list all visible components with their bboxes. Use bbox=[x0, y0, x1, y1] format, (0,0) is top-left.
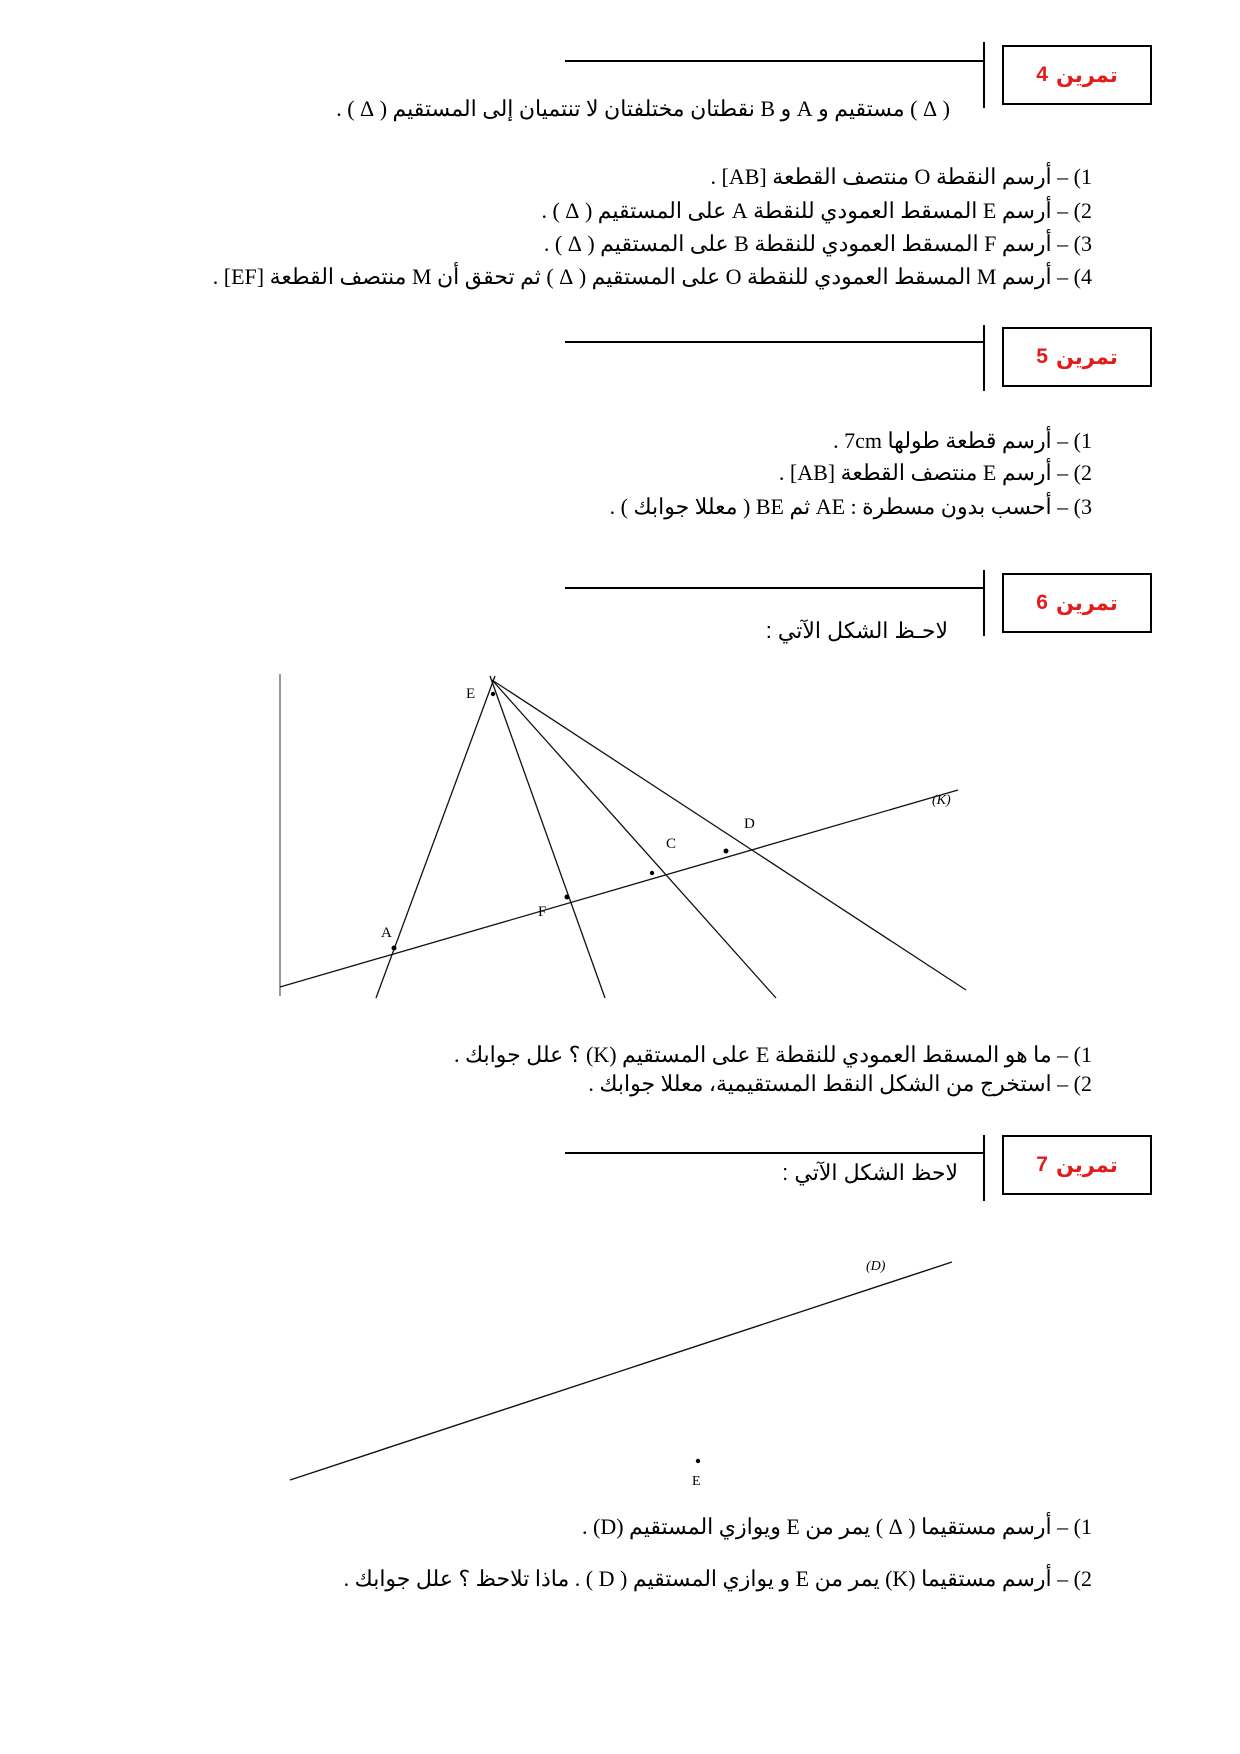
ex7-point-E bbox=[696, 1459, 700, 1463]
ex5-title-word: تمرين bbox=[1055, 345, 1118, 369]
ex4-header-divider bbox=[983, 42, 985, 108]
ex7-line-D bbox=[290, 1262, 952, 1480]
ex4-item-4: 4) – أرسم M المسقط العمودي للنقطة O على المستقيم ( Δ ) ثم تحقق أن M منتصف القطعة [EF] . bbox=[212, 264, 1092, 289]
ex7-title-word: تمرين bbox=[1055, 1153, 1118, 1177]
ex5-title-box bbox=[1002, 327, 1152, 387]
ex6-label-E: E bbox=[466, 686, 476, 702]
ex5-item-3: 3) – أحسب بدون مسطرة : AE ثم BE ( معللا جوابك ) . bbox=[609, 494, 1092, 519]
ex6-label-K: (K) bbox=[932, 793, 951, 808]
ex6-header-rule bbox=[565, 587, 983, 589]
ex6-ray-EF bbox=[490, 676, 605, 998]
ex7-title-box bbox=[1002, 1135, 1152, 1195]
ex6-label-A: A bbox=[381, 925, 392, 941]
ex7-label-E: E bbox=[692, 1474, 701, 1489]
ex7-header-divider bbox=[983, 1135, 985, 1201]
ex4-intro: ( Δ ) مستقيم و A و B نقطتان مختلفتان لا تنتميان إلى المستقيم ( Δ ) . bbox=[336, 96, 950, 121]
ex6-line-K bbox=[280, 790, 958, 987]
ex6-ray-ED bbox=[492, 680, 966, 990]
ex7-figure bbox=[280, 1240, 960, 1500]
ex7-label-D: (D) bbox=[866, 1259, 886, 1274]
ex7-header-rule bbox=[565, 1152, 983, 1154]
ex4-item-3: 3) – أرسم F المسقط العمودي للنقطة B على المستقيم ( Δ ) . bbox=[543, 231, 1092, 256]
ex6-item-1: 1) – ما هو المسقط العمودي للنقطة E على المستقيم (K) ؟ علل جوابك . bbox=[453, 1042, 1092, 1067]
ex6-point-A bbox=[392, 946, 397, 951]
ex5-item-2: 2) – أرسم E منتصف القطعة [AB] . bbox=[778, 460, 1092, 485]
ex4-title-number: 4 bbox=[1036, 63, 1048, 86]
ex5-header-rule bbox=[565, 341, 983, 343]
ex6-label-C: C bbox=[666, 836, 677, 852]
ex5-item-1: 1) – أرسم قطعة طولها 7cm . bbox=[833, 428, 1092, 453]
ex7-title-number: 7 bbox=[1036, 1153, 1048, 1176]
ex6-title-number: 6 bbox=[1036, 591, 1048, 614]
ex6-title-box bbox=[1002, 573, 1152, 633]
ex6-intro: لاحـظ الشكل الآتي : bbox=[765, 618, 948, 643]
ex7-item-1: 1) – أرسم مستقيما ( Δ ) يمر من E ويوازي المستقيم (D) . bbox=[582, 1514, 1092, 1539]
ex4-title-box bbox=[1002, 45, 1152, 105]
ex7-intro: لاحظ الشكل الآتي : bbox=[782, 1160, 958, 1185]
ex6-item-2: 2) – استخرج من الشكل النقط المستقيمية، معللا جوابك . bbox=[588, 1071, 1092, 1096]
ex6-ray-EC bbox=[492, 680, 776, 998]
ex6-point-F bbox=[565, 895, 570, 900]
ex6-title-word: تمرين bbox=[1055, 591, 1118, 615]
ex5-header-divider bbox=[983, 325, 985, 391]
ex6-figure bbox=[270, 668, 990, 1000]
ex6-label-D: D bbox=[744, 816, 755, 832]
ex5-title-number: 5 bbox=[1036, 345, 1048, 368]
ex4-title-word: تمرين bbox=[1055, 63, 1118, 87]
ex6-point-C bbox=[650, 871, 654, 875]
ex4-item-1: 1) – أرسم النقطة O منتصف القطعة [AB] . bbox=[710, 164, 1092, 189]
ex4-header-rule bbox=[565, 60, 983, 62]
ex6-point-E bbox=[491, 692, 495, 696]
ex6-header-divider bbox=[983, 570, 985, 636]
ex6-label-F: F bbox=[538, 904, 547, 920]
ex7-item-2: 2) – أرسم مستقيما (K) يمر من E و يوازي المستقيم ( D ) . ماذا تلاحظ ؟ علل جوابك . bbox=[343, 1566, 1092, 1591]
ex6-point-D bbox=[724, 849, 729, 854]
ex4-item-2: 2) – أرسم E المسقط العمودي للنقطة A على المستقيم ( Δ ) . bbox=[541, 198, 1092, 223]
